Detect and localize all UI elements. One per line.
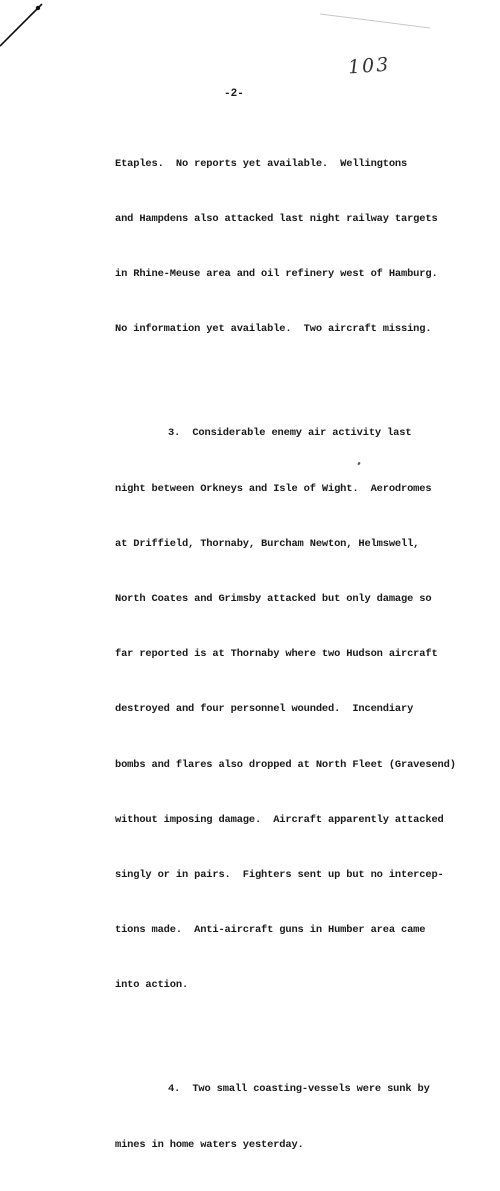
document-body — [115, 118, 460, 1191]
text-line: bombs and flares also dropped at North Fleet (Gravesend) — [115, 758, 456, 771]
text-line: without imposing damage. Aircraft apparently attacked — [115, 813, 444, 826]
text-line: tions made. Anti-aircraft guns in Humber area came — [115, 924, 426, 937]
text-line: at Driffield, Thornaby, Burcham Newton, Helmswell, — [115, 537, 420, 550]
text-line: mines in home waters yesterday. — [115, 1138, 304, 1151]
corner-fold-mark — [0, 0, 60, 60]
text-line: far reported is at Thornaby where two Hudson aircraft — [115, 648, 438, 661]
text-line: Etaples. No reports yet available. Wellingtons — [115, 157, 408, 170]
text-line: destroyed and four personnel wounded. Incendiary — [115, 703, 414, 716]
handwritten-page-number: 103 — [347, 53, 391, 79]
text-line: singly or in pairs. Fighters sent up but no intercep- — [115, 869, 444, 882]
text-line: No information yet available. Two aircraft missing. — [115, 323, 432, 336]
text-line: into action. — [115, 979, 189, 992]
paragraph-3 — [115, 388, 460, 1032]
text-line: 3. Considerable enemy air activity last — [168, 427, 412, 440]
text-line: in Rhine-Meuse area and oil refinery west of Hamburg. — [115, 268, 438, 281]
text-line: North Coates and Grimsby attacked but only damage so — [115, 593, 432, 606]
text-line: 4. Two small coasting-vessels were sunk by — [168, 1083, 430, 1096]
faint-top-rule — [320, 12, 430, 32]
page-number: -2- — [224, 88, 244, 100]
text-line: night between Orkneys and Isle of Wight. Aerodromes — [115, 482, 432, 495]
text-line: and Hampdens also attacked last night railway targets — [115, 213, 438, 226]
paragraph-4 — [115, 1044, 460, 1191]
paragraph-1 — [115, 118, 460, 376]
